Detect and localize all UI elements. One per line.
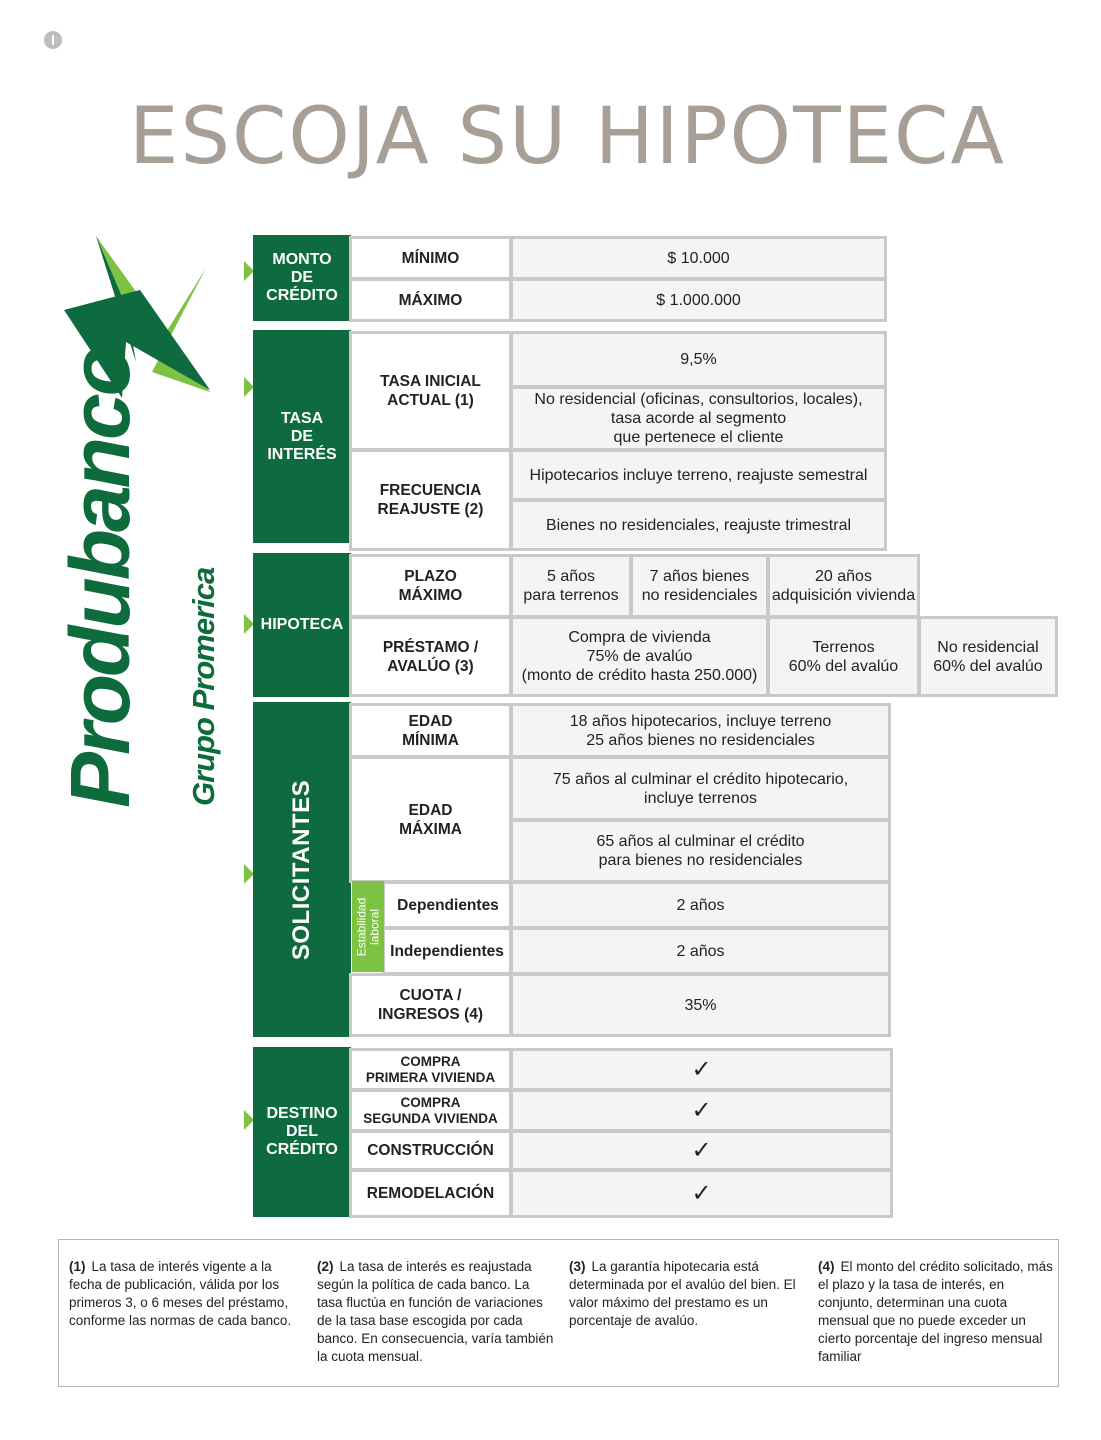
footnote-4 xyxy=(818,1258,1054,1366)
section-label: TASA DE INTERÉS xyxy=(267,409,337,463)
footnote-number: (1) xyxy=(69,1259,86,1274)
brand-subtitle: Grupo Promerica xyxy=(186,567,221,806)
label-compra-primera-vivienda: COMPRA PRIMERA VIVIENDA xyxy=(349,1048,512,1091)
value-plazo-vivienda: 20 años adquisición vivienda xyxy=(767,554,920,618)
value-tasa-inicial: 9,5% xyxy=(510,331,887,388)
footnote-3 xyxy=(569,1258,801,1330)
footnote-text: La tasa de interés vigente a la fecha de publicación, válida por los primeros 3, o 6 meses del préstamo, conforme las normas de cada banco. xyxy=(69,1259,292,1328)
page-title: ESCOJA SU HIPOTECA xyxy=(129,92,1006,182)
footnote-1 xyxy=(69,1258,297,1330)
label-frecuencia-reajuste: FRECUENCIA REAJUSTE (2) xyxy=(349,449,512,551)
value-edad-minima: 18 años hipotecarios, incluye terreno 25 años bienes no residenciales xyxy=(510,703,891,758)
value-plazo-terrenos: 5 años para terrenos xyxy=(510,554,632,618)
footnote-number: (2) xyxy=(317,1259,334,1274)
value-minimo: $ 10.000 xyxy=(510,236,887,280)
section-label: SOLICITANTES xyxy=(288,779,316,960)
section-tasa-interes xyxy=(253,330,351,543)
value-edad-maxima-no-residencial: 65 años al culminar el crédito para bienes no residenciales xyxy=(510,819,891,883)
value-prestamo-vivienda: Compra de vivienda 75% de avalúo (monto de crédito hasta 250.000) xyxy=(510,616,769,697)
footnote-text: La garantía hipotecaria está determinada por el avalúo del bien. El valor máximo del prestamo es un porcentaje de avalúo. xyxy=(569,1259,796,1328)
value-reajuste-no-residenciales: Bienes no residenciales, reajuste trimestral xyxy=(510,499,887,551)
footnote-text: El monto del crédito solicitado, más el plazo y la tasa de interés, en conjunto, determinan una cuota mensual que no puede exceder un cierto porcentaje del ingreso mensual familiar xyxy=(818,1259,1053,1364)
footnote-number: (4) xyxy=(818,1259,835,1274)
label-tasa-inicial: TASA INICIAL ACTUAL (1) xyxy=(349,331,512,451)
section-label: HIPOTECA xyxy=(260,616,344,633)
label-prestamo-avaluo: PRÉSTAMO / AVALÚO (3) xyxy=(349,616,512,697)
value-tasa-no-residencial: No residencial (oficinas, consultorios, locales), tasa acorde al segmento que pertenece el cliente xyxy=(510,386,887,451)
value-prestamo-no-residencial: No residencial 60% del avalúo xyxy=(918,616,1058,697)
value-independientes: 2 años xyxy=(510,927,891,975)
section-monto-credito xyxy=(253,235,351,321)
check-remodelacion: ✓ xyxy=(510,1169,893,1218)
value-plazo-no-residenciales: 7 años bienes no residenciales xyxy=(630,554,769,618)
label-cuota-ingresos: CUOTA / INGRESOS (4) xyxy=(349,973,512,1037)
value-dependientes: 2 años xyxy=(510,881,891,929)
label-maximo: MÁXIMO xyxy=(349,278,512,322)
label-edad-maxima: EDAD MÁXIMA xyxy=(349,756,512,883)
value-prestamo-terrenos: Terrenos 60% del avalúo xyxy=(767,616,920,697)
value-maximo: $ 1.000.000 xyxy=(510,278,887,322)
value-reajuste-hipotecarios: Hipotecarios incluye terreno, reajuste semestral xyxy=(510,449,887,501)
label-dependientes: Dependientes xyxy=(382,881,512,929)
check-compra-segunda-vivienda: ✓ xyxy=(510,1089,893,1132)
section-solicitantes xyxy=(253,702,351,1037)
check-construccion: ✓ xyxy=(510,1130,893,1171)
page-marker-icon xyxy=(44,31,62,49)
label-independientes: Independientes xyxy=(382,927,512,975)
footnote-number: (3) xyxy=(569,1259,586,1274)
section-hipoteca xyxy=(253,553,351,697)
section-label: MONTO DE CRÉDITO xyxy=(266,251,338,304)
label-remodelacion: REMODELACIÓN xyxy=(349,1169,512,1218)
label-compra-segunda-vivienda: COMPRA SEGUNDA VIVIENDA xyxy=(349,1089,512,1132)
label-construccion: CONSTRUCCIÓN xyxy=(349,1130,512,1171)
label-plazo-maximo: PLAZO MÁXIMO xyxy=(349,554,512,618)
footnote-text: La tasa de interés es reajustada según la política de cada banco. La tasa fluctúa en función de variaciones de la tasa base escogida por cada banco. En consecuencia, varía también la cuota mensual. xyxy=(317,1259,554,1364)
value-edad-maxima-hipotecario: 75 años al culminar el crédito hipotecario, incluye terrenos xyxy=(510,756,891,821)
value-cuota-ingresos: 35% xyxy=(510,973,891,1037)
check-compra-primera-vivienda: ✓ xyxy=(510,1048,893,1091)
estabilidad-laboral-tab xyxy=(352,881,384,972)
estabilidad-laboral-label: Estabilidad laboral xyxy=(354,897,381,956)
section-label: DESTINO DEL CRÉDITO xyxy=(266,1105,338,1158)
section-destino-credito xyxy=(253,1047,351,1217)
label-edad-minima: EDAD MÍNIMA xyxy=(349,703,512,758)
brand-name: Produbanco xyxy=(53,347,147,808)
footnotes-box xyxy=(58,1239,1059,1387)
footnote-2 xyxy=(317,1258,555,1366)
label-minimo: MÍNIMO xyxy=(349,236,512,280)
